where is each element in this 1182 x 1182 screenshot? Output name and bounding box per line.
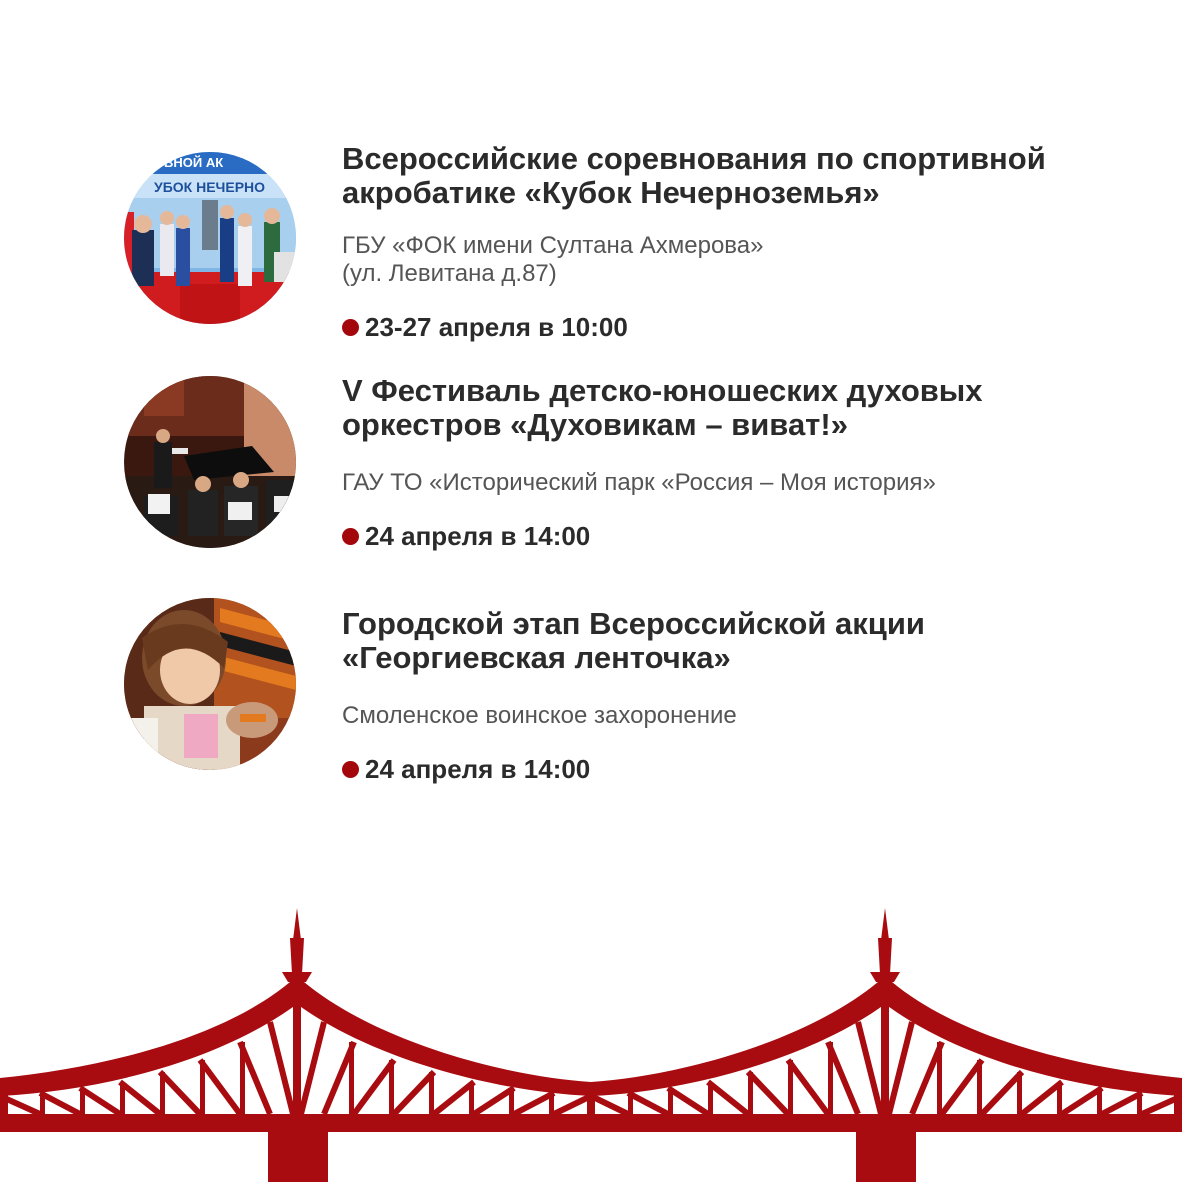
event-title: Городской этап Всероссийской акции «Георгиевская ленточка» [342,606,925,675]
date-bullet-icon [342,761,359,778]
event-photo-orchestra [124,376,296,548]
event-venue: Смоленское воинское захоронение [342,702,737,729]
event-venue: ГАУ ТО «Исторический парк «Россия – Моя история» [342,469,936,496]
event-photo-ribbon [124,598,296,770]
event-date [342,754,1142,784]
event-date-text: 24 апреля в 14:00 [365,754,591,784]
acrobatics-photo-illustration [124,152,296,324]
event-date [342,312,1142,342]
date-bullet-icon [342,319,359,336]
event-photo-acrobatics [124,152,296,324]
bridge-illustration [0,900,1182,1182]
event-date [342,521,1142,551]
event-info-2 [342,374,1142,551]
event-date-text: 24 апреля в 14:00 [365,521,591,551]
event-title: V Фестиваль детско-юношеских духовых оркестров «Духовикам – виват!» [342,373,983,442]
date-bullet-icon [342,528,359,545]
event-info-3 [342,607,1142,784]
ribbon-photo-illustration [124,598,296,770]
event-info-1 [342,142,1142,342]
banner-text-bottom: УБОК НЕЧЕРНО [154,179,266,195]
banner-text-top: ВНОЙ АК [164,155,224,170]
event-title: Всероссийские соревнования по спортивной акробатике «Кубок Нечерноземья» [342,141,1046,210]
event-date-text: 23-27 апреля в 10:00 [365,312,628,342]
event-venue: ГБУ «ФОК имени Султана Ахмерова» (ул. Левитана д.87) [342,232,764,287]
orchestra-photo-illustration [124,376,296,548]
